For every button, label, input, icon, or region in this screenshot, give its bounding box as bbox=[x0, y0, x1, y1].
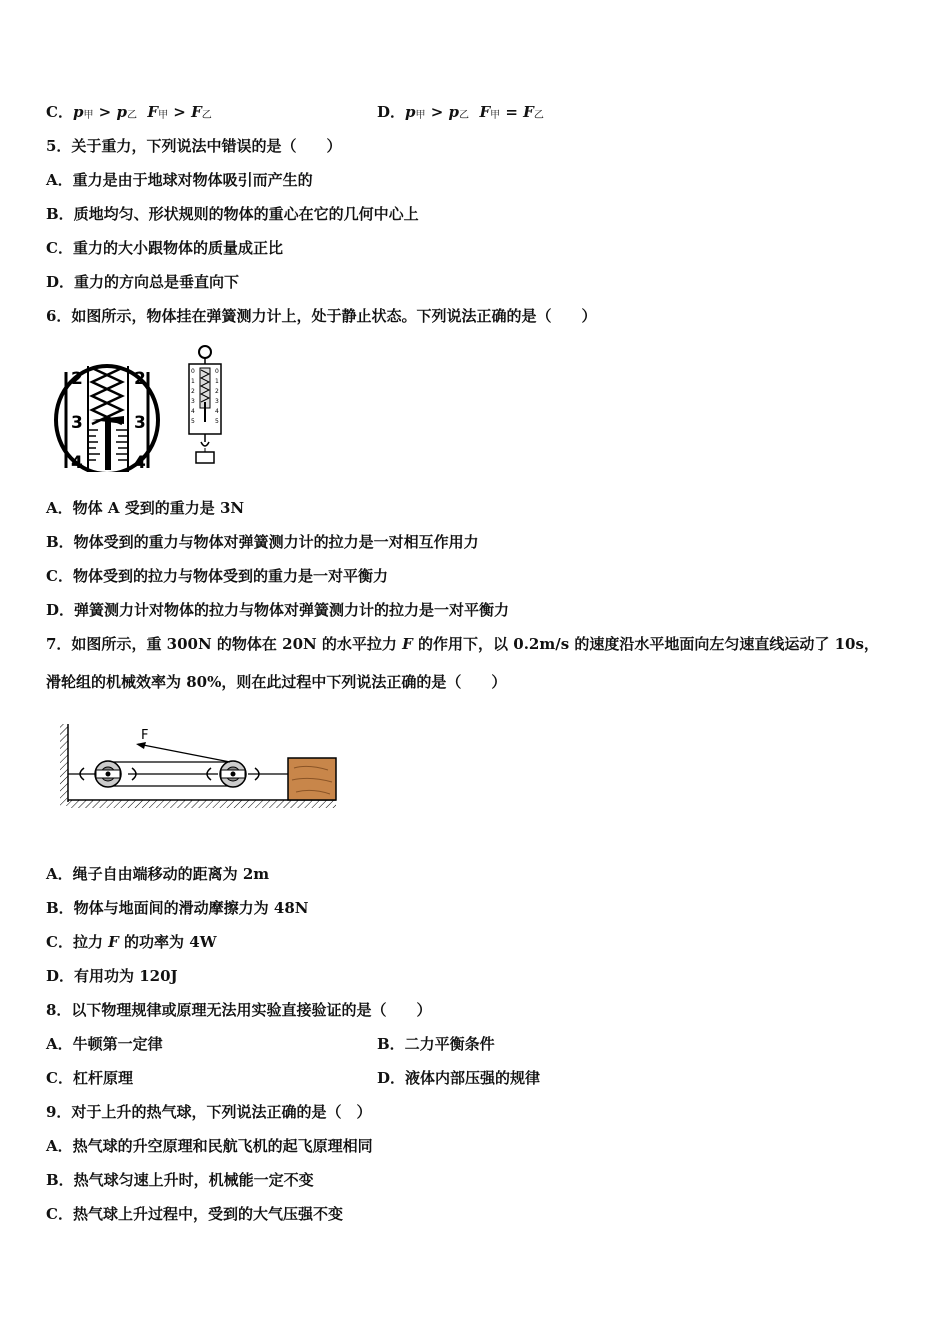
magnified-scale bbox=[56, 366, 158, 472]
option-text: 的功率为 4W bbox=[118, 933, 217, 951]
var-p: p bbox=[116, 103, 127, 121]
scale-label: 2 bbox=[191, 388, 195, 395]
var-f: F bbox=[523, 103, 534, 121]
scale-label: 5 bbox=[215, 418, 219, 425]
var-f: F bbox=[191, 103, 202, 121]
subscript: 乙 bbox=[459, 110, 470, 121]
q6-option-c: C．物体受到的拉力与物体受到的重力是一对平衡力 bbox=[46, 567, 388, 585]
operator: > bbox=[93, 103, 117, 121]
subscript: 乙 bbox=[126, 110, 137, 121]
scale-label: 1 bbox=[215, 378, 219, 385]
subscript: 乙 bbox=[201, 110, 212, 121]
var-p: p bbox=[405, 103, 416, 121]
q6-figure bbox=[50, 342, 240, 472]
mag-label: 4 bbox=[71, 453, 83, 472]
q5-option-c: C．重力的大小跟物体的质量成正比 bbox=[46, 239, 283, 257]
scale-label: 3 bbox=[215, 398, 219, 405]
operator: > bbox=[425, 103, 449, 121]
option-text: C．拉力 bbox=[46, 933, 109, 951]
operator: = bbox=[500, 103, 524, 121]
operator: > bbox=[168, 103, 192, 121]
q4-option-c bbox=[46, 102, 212, 126]
subscript: 甲 bbox=[158, 110, 169, 121]
ground bbox=[68, 800, 336, 808]
mag-label: 3 bbox=[71, 413, 83, 433]
wall bbox=[60, 724, 68, 806]
option-letter: D． bbox=[377, 103, 406, 121]
q9-option-c: C．热气球上升过程中，受到的大气压强不变 bbox=[46, 1205, 343, 1223]
var-f: F bbox=[402, 635, 413, 653]
scale-label: 1 bbox=[191, 378, 195, 385]
q6-option-a: A．物体 A 受到的重力是 3N bbox=[46, 499, 245, 517]
q8-stem: 8．以下物理规律或原理无法用实验直接验证的是（ ） bbox=[46, 1001, 432, 1019]
q8-option-a: A．牛顿第一定律 bbox=[46, 1035, 163, 1053]
q7-stem-line1 bbox=[46, 634, 879, 654]
q8-option-b: B．二力平衡条件 bbox=[377, 1035, 495, 1053]
subscript: 甲 bbox=[83, 110, 94, 121]
scale-label: 0 bbox=[191, 368, 195, 375]
var-f: F bbox=[479, 103, 491, 121]
q6-stem: 6．如图所示，物体挂在弹簧测力计上，处于静止状态。下列说法正确的是（ ） bbox=[46, 307, 597, 325]
q5-option-a: A．重力是由于地球对物体吸引而产生的 bbox=[46, 171, 313, 189]
q6-option-d: D．弹簧测力计对物体的拉力与物体对弹簧测力计的拉力是一对平衡力 bbox=[46, 601, 510, 619]
scale-label: 5 bbox=[191, 418, 195, 425]
q7-figure bbox=[58, 722, 342, 812]
q7-stem-line2: 滑轮组的机械效率为 80%，则在此过程中下列说法正确的是（ ） bbox=[46, 673, 507, 691]
subscript: 甲 bbox=[415, 110, 426, 121]
q4-option-d bbox=[377, 102, 544, 126]
mag-label: 3 bbox=[134, 413, 146, 433]
stem-text: 的作用下，以 0.2m/s 的速度沿水平地面向左匀速直线运动了 10s， bbox=[412, 635, 879, 653]
var-p: p bbox=[72, 103, 84, 121]
q5-stem: 5．关于重力，下列说法中错误的是（ ） bbox=[46, 137, 342, 155]
mag-label: 2 bbox=[71, 369, 83, 389]
stem-text: 7．如图所示，重 300N 的物体在 20N 的水平拉力 bbox=[46, 635, 403, 653]
mag-label: 2 bbox=[134, 369, 146, 389]
q8-option-d: D．液体内部压强的规律 bbox=[377, 1069, 541, 1087]
scale-label: 0 bbox=[215, 368, 219, 375]
mag-label: 4 bbox=[134, 453, 146, 472]
var-p: p bbox=[448, 103, 460, 121]
scale-label: 2 bbox=[215, 388, 219, 395]
q6-option-b: B．物体受到的重力与物体对弹簧测力计的拉力是一对相互作用力 bbox=[46, 533, 479, 551]
spring-scale bbox=[189, 346, 221, 463]
q7-option-d: D．有用功为 120J bbox=[46, 967, 178, 985]
var-f: F bbox=[108, 933, 119, 951]
q9-stem: 9．对于上升的热气球，下列说法正确的是（ ） bbox=[46, 1103, 372, 1121]
subscript: 乙 bbox=[533, 110, 544, 121]
force-arrow bbox=[138, 744, 230, 762]
subscript: 甲 bbox=[490, 110, 501, 121]
q5-option-b: B．质地均匀、形状规则的物体的重心在它的几何中心上 bbox=[46, 205, 419, 223]
scale-label: 4 bbox=[215, 408, 219, 415]
q7-option-a: A．绳子自由端移动的距离为 2m bbox=[46, 865, 270, 883]
q9-option-a: A．热气球的升空原理和民航飞机的起飞原理相同 bbox=[46, 1137, 373, 1155]
q8-option-c: C．杠杆原理 bbox=[46, 1069, 133, 1087]
q7-option-c bbox=[46, 932, 217, 952]
force-label: F bbox=[141, 728, 149, 743]
q5-option-d: D．重力的方向总是垂直向下 bbox=[46, 273, 240, 291]
scale-label: 4 bbox=[191, 408, 195, 415]
var-f: F bbox=[147, 103, 159, 121]
q7-option-b: B．物体与地面间的滑动摩擦力为 48N bbox=[46, 899, 309, 917]
option-letter: C． bbox=[46, 103, 73, 121]
hanging-object bbox=[196, 452, 214, 463]
q9-option-b: B．热气球匀速上升时，机械能一定不变 bbox=[46, 1171, 314, 1189]
scale-label: 3 bbox=[191, 398, 195, 405]
